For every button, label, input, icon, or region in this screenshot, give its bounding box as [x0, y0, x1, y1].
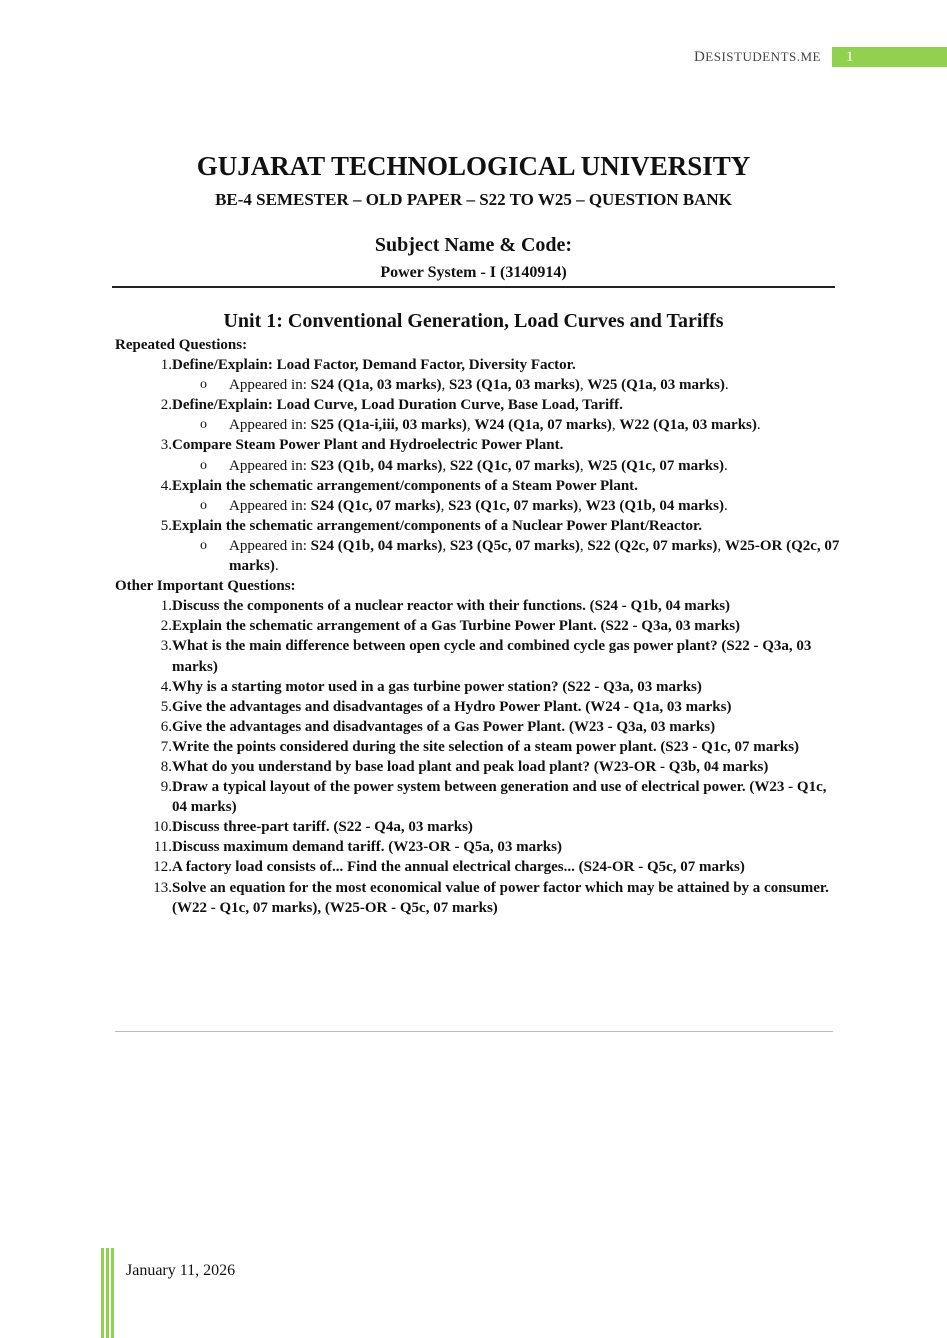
bullet-icon: o: [200, 377, 207, 393]
repeated-question-item: [115, 435, 845, 455]
exam-reference: W23 (Q1b, 04 marks): [585, 497, 724, 514]
reference-separator: ,: [442, 457, 450, 474]
exam-reference: S23 (Q1c, 07 marks): [448, 497, 579, 514]
question-text: Explain the schematic arrangement/components of a Steam Power Plant.: [172, 477, 638, 494]
exam-reference: W25 (Q1a, 03 marks): [587, 377, 725, 394]
other-question-item: [115, 878, 845, 918]
repeated-questions-list: [115, 355, 845, 576]
question-text: Solve an equation for the most economical value of power factor which may be attained by a consumer. (W22 - Q1c, 07 marks), (W25-OR - Q5c, 07 marks): [172, 879, 829, 916]
appeared-in-line: [115, 496, 845, 516]
appeared-in-line: [115, 415, 845, 435]
question-text: What do you understand by base load plant and peak load plant? (W23-OR - Q3b, 04 marks): [172, 758, 769, 775]
question-number: 7.: [160, 738, 172, 755]
reference-separator: ,: [579, 457, 588, 474]
document-subtitle: BE-4 SEMESTER – OLD PAPER – S22 TO W25 – QUESTION BANK: [215, 190, 732, 209]
question-content: [115, 335, 845, 918]
repeated-question-item: [115, 516, 845, 536]
other-question-item: [115, 596, 845, 616]
exam-reference: S25 (Q1a-i,iii, 03 marks): [310, 417, 467, 434]
reference-separator: .: [723, 457, 728, 474]
question-text: Give the advantages and disadvantages of a Hydro Power Plant. (W24 - Q1a, 03 marks): [172, 698, 732, 715]
question-number: 2.: [160, 397, 172, 414]
question-text: Compare Steam Power Plant and Hydroelectric Power Plant.: [172, 437, 564, 454]
reference-separator: .: [723, 497, 728, 514]
footer-accent-bars: [101, 1248, 117, 1338]
subject-heading: Subject Name & Code:: [374, 234, 573, 256]
exam-reference: W25 (Q1c, 07 marks): [587, 457, 724, 474]
question-number: 3.: [160, 638, 172, 655]
other-question-item: [115, 697, 845, 717]
reference-separator: .: [724, 377, 729, 394]
appeared-in-label: Appeared in:: [229, 537, 311, 554]
appeared-in-label: Appeared in:: [229, 497, 311, 514]
question-text: Explain the schematic arrangement/components of a Nuclear Power Plant/Reactor.: [172, 517, 703, 534]
bullet-icon: o: [200, 457, 207, 473]
question-text: Write the points considered during the site selection of a steam power plant. (S23 - Q1c, 07 marks): [172, 738, 800, 755]
site-name: DESISTUDENTS.ME: [693, 49, 821, 65]
page-number-badge: 1: [832, 47, 947, 67]
reference-separator: .: [274, 558, 279, 575]
question-number: 12.: [153, 859, 172, 876]
question-number: 1.: [160, 598, 172, 615]
question-text: Discuss maximum demand tariff. (W23-OR - Q5a, 03 marks): [172, 839, 562, 856]
reference-separator: ,: [717, 537, 725, 554]
repeated-question-item: [115, 395, 845, 415]
question-text: Define/Explain: Load Curve, Load Duration Curve, Base Load, Tariff.: [172, 397, 623, 414]
question-number: 5.: [160, 698, 172, 715]
question-number: 8.: [160, 758, 172, 775]
exam-reference: S22 (Q2c, 07 marks): [587, 537, 718, 554]
question-text: Define/Explain: Load Factor, Demand Factor, Diversity Factor.: [172, 357, 576, 374]
question-text: Draw a typical layout of the power system between generation and use of electrical power. (W23 - Q1c, 04 marks): [172, 779, 827, 816]
reference-separator: ,: [440, 497, 449, 514]
exam-reference: S23 (Q5c, 07 marks): [449, 537, 580, 554]
reference-separator: ,: [466, 417, 475, 434]
subject-name: Power System - I (3140914): [380, 264, 567, 281]
other-question-item: [115, 737, 845, 757]
repeated-questions-heading: Repeated Questions:: [115, 337, 248, 353]
exam-reference: S24 (Q1c, 07 marks): [310, 497, 441, 514]
exam-reference: W22 (Q1a, 03 marks): [619, 417, 757, 434]
exam-reference: S22 (Q1c, 07 marks): [449, 457, 580, 474]
appeared-in-line: [115, 456, 845, 476]
reference-separator: ,: [441, 377, 449, 394]
footer-date: January 11, 2026: [126, 1262, 236, 1279]
question-text: Discuss three-part tariff. (S22 - Q4a, 03 marks): [172, 819, 473, 836]
exam-reference: W24 (Q1a, 07 marks): [474, 417, 612, 434]
question-number: 1.: [160, 357, 172, 374]
question-number: 5.: [160, 517, 172, 534]
bullet-icon: o: [200, 497, 207, 513]
other-questions-heading: Other Important Questions:: [115, 578, 296, 595]
other-question-item: [115, 717, 845, 737]
exam-reference: S24 (Q1b, 04 marks): [310, 537, 443, 554]
repeated-question-item: [115, 355, 845, 375]
question-text: What is the main difference between open cycle and combined cycle gas power plant? (S22 - Q3a, 03 marks): [172, 638, 812, 675]
other-question-item: [115, 636, 845, 676]
bullet-icon: o: [200, 417, 207, 433]
exam-reference: S24 (Q1a, 03 marks): [310, 377, 442, 394]
appeared-in-line: [115, 536, 845, 576]
unit-title: Unit 1: Conventional Generation, Load Curves and Tariffs: [223, 310, 724, 332]
question-text: Discuss the components of a nuclear reactor with their functions. (S24 - Q1b, 04 marks): [172, 598, 731, 615]
header-divider: [112, 286, 835, 288]
reference-separator: ,: [579, 377, 588, 394]
question-text: A factory load consists of... Find the annual electrical charges... (S24-OR - Q5c, 07 marks): [172, 859, 745, 876]
exam-reference: S23 (Q1a, 03 marks): [448, 377, 580, 394]
content-end-divider: [115, 1031, 833, 1032]
appeared-in-label: Appeared in:: [229, 417, 311, 434]
reference-separator: .: [756, 417, 761, 434]
question-number: 3.: [160, 437, 172, 454]
reference-separator: ,: [442, 537, 450, 554]
reference-separator: ,: [579, 537, 588, 554]
question-number: 4.: [160, 678, 172, 695]
question-number: 6.: [160, 718, 172, 735]
question-number: 2.: [160, 618, 172, 635]
exam-reference: W25-OR (Q2c, 07 marks): [229, 537, 840, 575]
repeated-question-item: [115, 476, 845, 496]
university-title: GUJARAT TECHNOLOGICAL UNIVERSITY: [196, 151, 751, 181]
exam-reference: S23 (Q1b, 04 marks): [310, 457, 443, 474]
reference-separator: ,: [611, 417, 620, 434]
question-text: Give the advantages and disadvantages of a Gas Power Plant. (W23 - Q3a, 03 marks): [172, 718, 716, 735]
question-number: 13.: [153, 879, 172, 896]
question-text: Explain the schematic arrangement of a Gas Turbine Power Plant. (S22 - Q3a, 03 marks): [172, 618, 741, 635]
other-question-item: [115, 677, 845, 697]
other-question-item: [115, 777, 845, 817]
other-questions-list: [115, 596, 845, 918]
reference-separator: ,: [578, 497, 586, 514]
other-question-item: [115, 616, 845, 636]
appeared-in-line: [115, 375, 845, 395]
bullet-icon: o: [200, 537, 207, 553]
question-number: 4.: [160, 477, 172, 494]
other-question-item: [115, 837, 845, 857]
other-question-item: [115, 757, 845, 777]
question-text: Why is a starting motor used in a gas turbine power station? (S22 - Q3a, 03 marks): [172, 678, 702, 695]
question-number: 11.: [153, 839, 172, 856]
other-question-item: [115, 857, 845, 877]
question-number: 9.: [160, 779, 172, 796]
other-question-item: [115, 817, 845, 837]
appeared-in-label: Appeared in:: [229, 457, 311, 474]
question-number: 10.: [153, 819, 172, 836]
appeared-in-label: Appeared in:: [229, 377, 311, 394]
